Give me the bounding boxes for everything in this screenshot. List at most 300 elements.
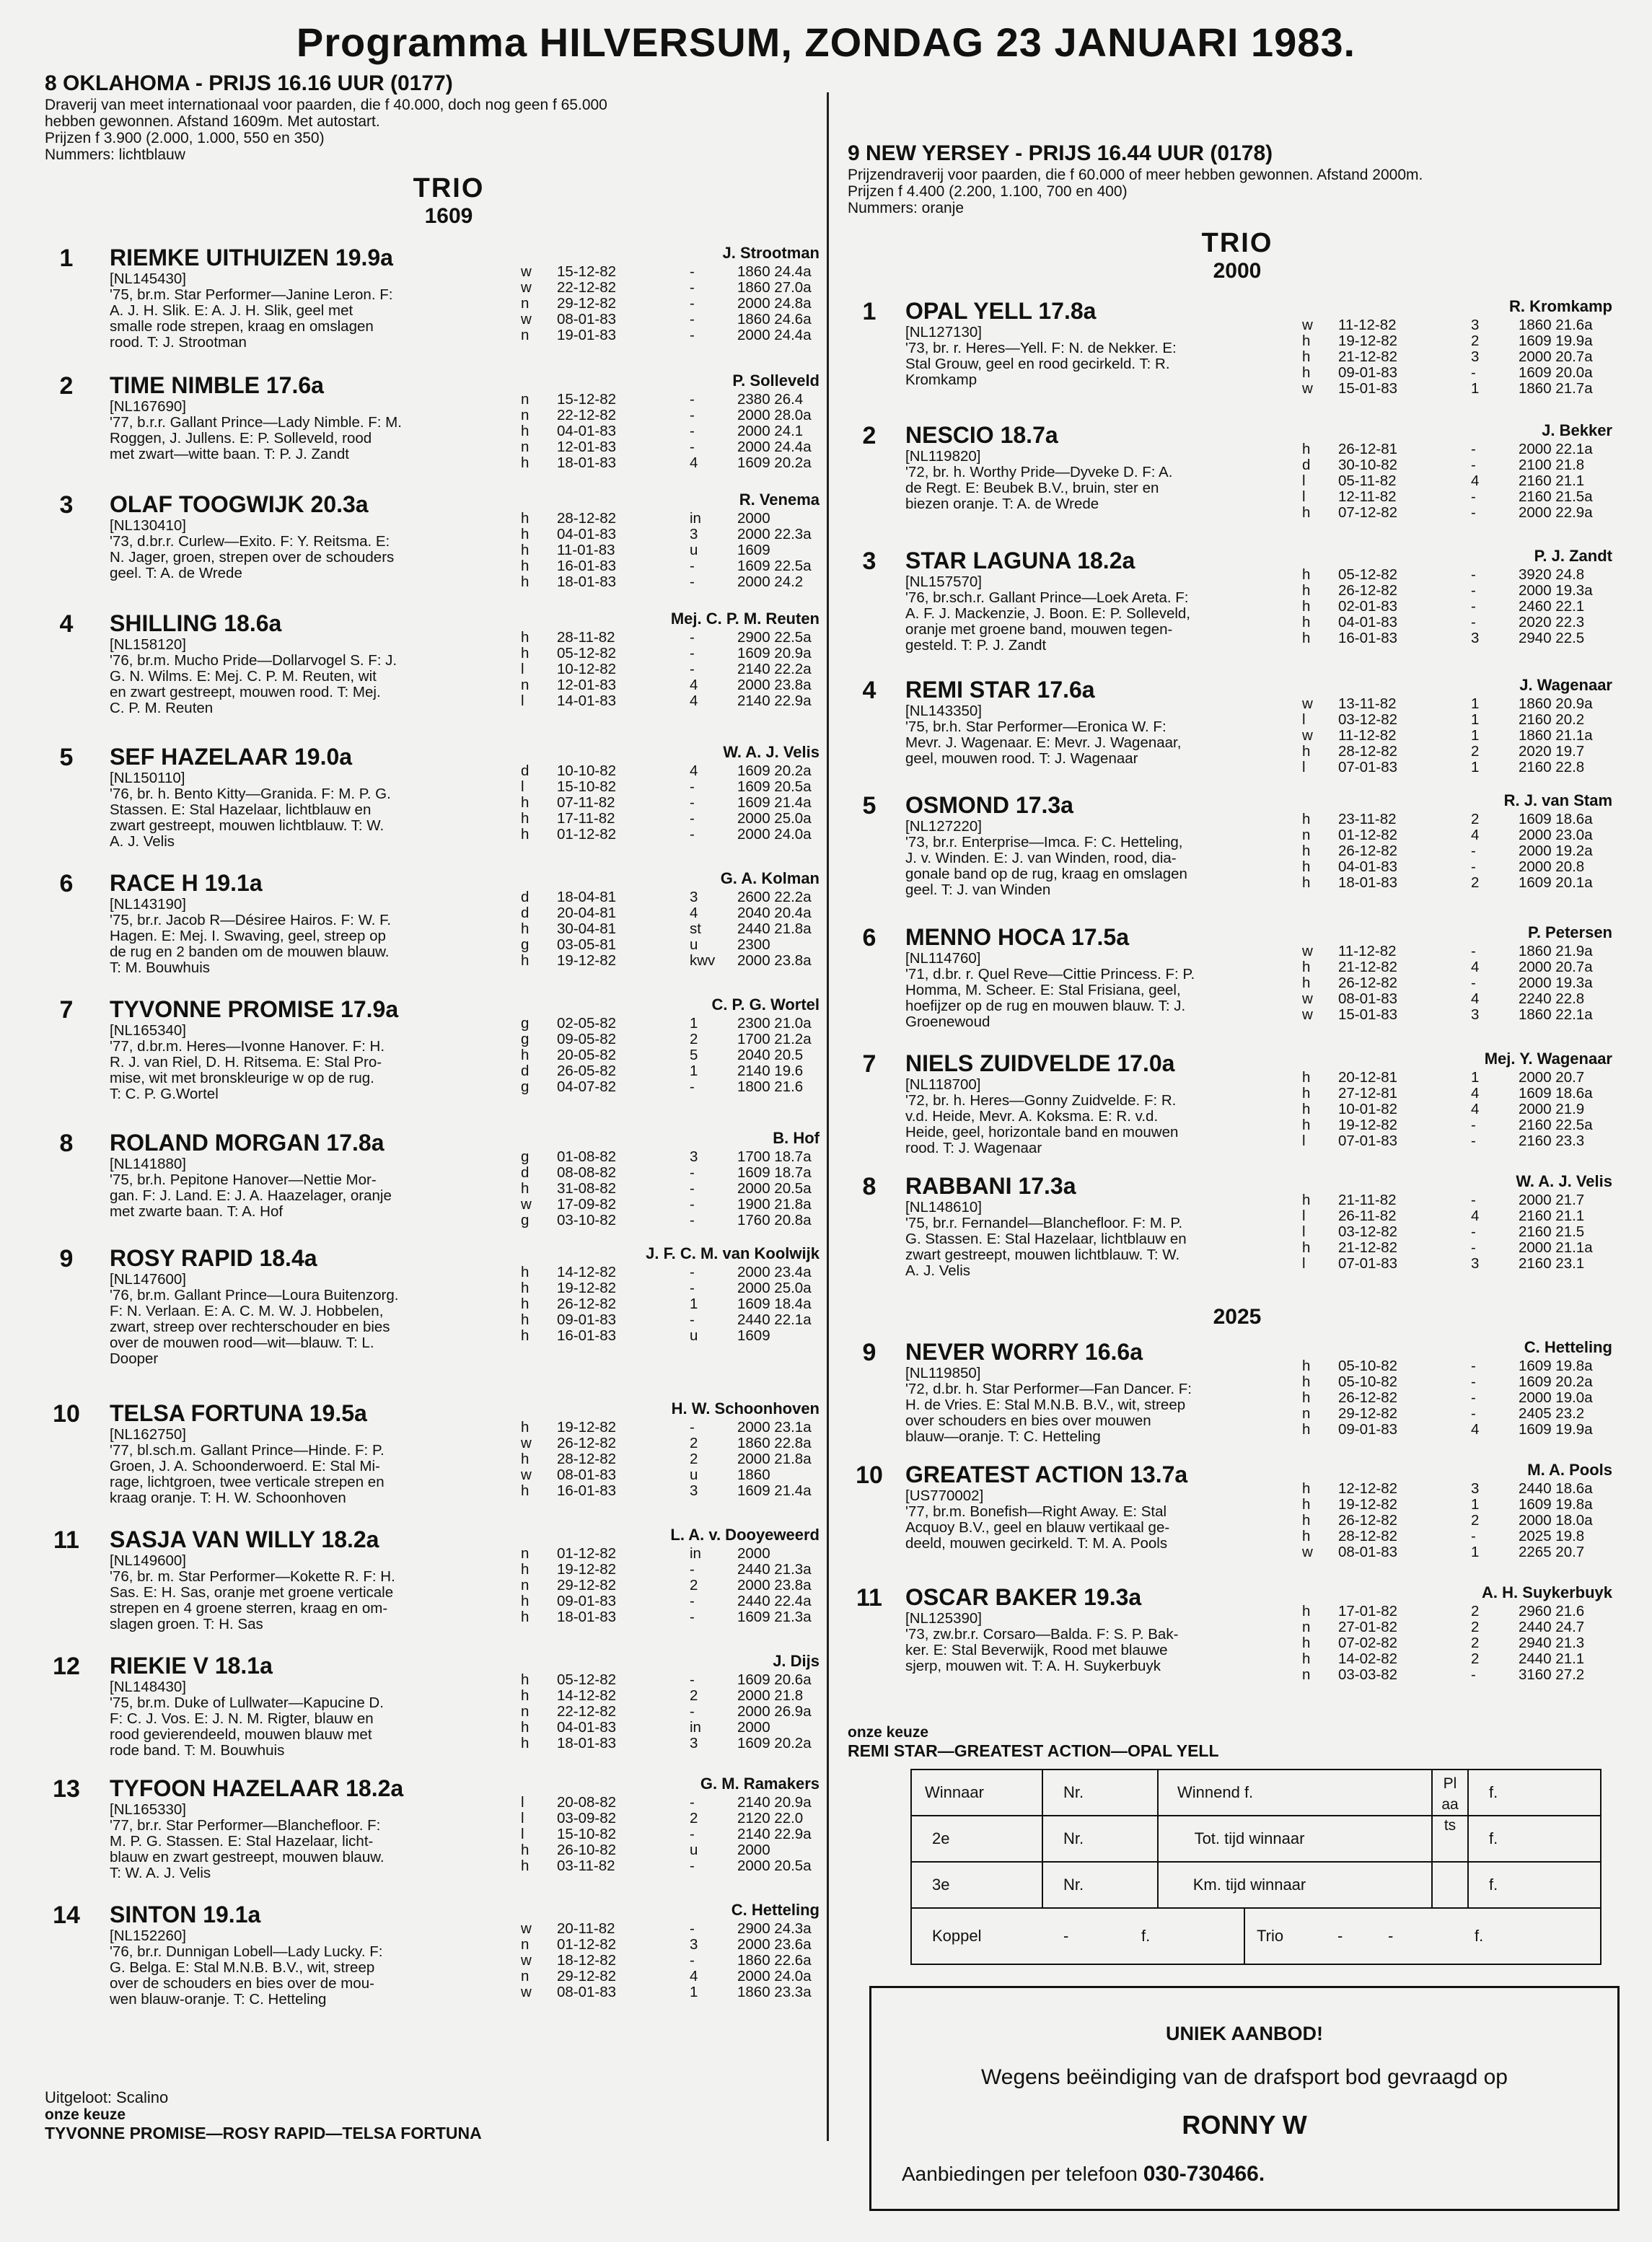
horse-detail-line: geel. T: A. de Wrede <box>110 565 242 581</box>
horse-trainer: C. Hetteling <box>1524 1338 1612 1356</box>
start-placing: - <box>1471 1528 1476 1544</box>
horse-info <box>905 923 1324 1030</box>
horse-trainer: J. Bekker <box>1542 421 1612 439</box>
race-title: 8 OKLAHOMA - PRIJS 16.16 UUR (0177) <box>45 71 453 95</box>
horse-detail-line: slagen groen. T: H. Sas <box>110 1616 263 1632</box>
start-placing: 3 <box>1471 1480 1480 1497</box>
track-code: w <box>521 279 532 296</box>
start-placing: - <box>690 439 695 455</box>
start-distance-time: 2000 24.0a <box>737 826 812 843</box>
horse-detail-line: G. N. Wilms. E: Mej. C. P. M. Reuten, wit <box>110 668 377 685</box>
start-row <box>1302 615 1612 630</box>
horse-detail-line: Hagen. E: Mej. I. Swaving, geel, streep op <box>110 928 386 944</box>
start-date: 05-12-82 <box>1338 566 1398 583</box>
start-row <box>521 630 820 646</box>
horse-number: 8 <box>862 1173 876 1200</box>
horse-name: SASJA VAN WILLY 18.2a <box>110 1526 379 1552</box>
start-distance-time: 1609 20.1a <box>1519 874 1593 891</box>
track-code: l <box>1302 759 1306 775</box>
result-label: Winnend f. <box>1177 1783 1254 1801</box>
start-distance-time: 2000 23.1a <box>737 1419 812 1436</box>
start-date: 20-11-82 <box>557 1920 615 1937</box>
horse-name: SINTON 19.1a <box>110 1902 261 1927</box>
horse-detail-line: [NL148430] <box>110 1679 187 1695</box>
start-placing: - <box>1471 843 1476 859</box>
race-description-line: Prijzen f 4.400 (2.200, 1.100, 700 en 400) <box>848 183 1128 200</box>
start-date: 26-10-82 <box>557 1842 617 1858</box>
horse-detail-line: '75, br.m. Duke of Lullwater—Kapucine D. <box>110 1694 384 1711</box>
track-code: h <box>1302 858 1311 875</box>
start-placing: 1 <box>690 1015 698 1032</box>
race-description-line: Draverij van meet internationaal voor paarden, die f 40.000, doch nog geen f 65.000 <box>45 97 607 113</box>
start-date: 29-12-82 <box>557 295 617 312</box>
race-description-line: Nummers: oranje <box>848 200 965 216</box>
start-date: 03-11-82 <box>557 1858 615 1874</box>
start-row <box>1302 827 1612 843</box>
horse-detail-line: '75, br.h. Star Performer—Eronica W. F: <box>905 718 1166 735</box>
start-placing: 2 <box>1471 743 1480 760</box>
track-code: h <box>1302 743 1311 760</box>
start-distance-time: 2960 21.6 <box>1519 1603 1585 1619</box>
past-starts <box>521 1921 820 2000</box>
start-placing: in <box>690 510 701 527</box>
start-placing: - <box>690 407 695 423</box>
start-placing: 3 <box>690 889 698 905</box>
past-starts <box>1302 441 1612 521</box>
start-placing: - <box>690 573 695 590</box>
track-code: h <box>1302 975 1311 991</box>
horse-detail-line: [NL130410] <box>110 517 187 534</box>
trio-label: TRIO <box>413 173 485 203</box>
horse-detail-line: Kromkamp <box>905 372 977 388</box>
track-code: h <box>521 1609 530 1625</box>
start-distance-time: 2300 21.0a <box>737 1015 812 1032</box>
track-code: h <box>521 526 530 542</box>
horse-info <box>110 1901 528 2008</box>
start-row <box>1302 1007 1612 1023</box>
horse-trainer: P. Petersen <box>1527 923 1612 941</box>
track-code: h <box>521 1687 530 1704</box>
start-row <box>1302 1086 1612 1102</box>
start-date: 03-10-82 <box>557 1212 617 1228</box>
horse-detail-line: [NL165330] <box>110 1801 187 1818</box>
start-row <box>521 1063 820 1079</box>
start-date: 19-12-82 <box>1338 333 1398 349</box>
start-placing: 1 <box>1471 1544 1480 1560</box>
start-distance-time: 1609 19.9a <box>1519 1421 1593 1438</box>
start-distance-time: 1700 21.2a <box>737 1031 812 1047</box>
horse-detail-line: [NL148610] <box>905 1199 983 1215</box>
start-date: 15-10-82 <box>557 1826 617 1842</box>
start-placing: 2 <box>690 1031 698 1047</box>
start-date: 12-11-82 <box>1338 488 1397 505</box>
start-row <box>1302 843 1612 859</box>
start-distance-time: 2405 23.2 <box>1519 1405 1585 1422</box>
race-distance: 2000 <box>1213 259 1262 283</box>
start-row <box>521 312 820 327</box>
start-distance-time: 2440 22.4a <box>737 1593 812 1609</box>
start-distance-time: 2240 22.8 <box>1519 990 1585 1007</box>
start-distance-time: 1609 21.4a <box>737 794 812 811</box>
start-date: 19-12-82 <box>557 1280 617 1296</box>
horse-trainer: G. A. Kolman <box>720 869 820 887</box>
start-date: 19-01-83 <box>557 327 617 343</box>
horse-info <box>905 1461 1324 1552</box>
start-distance-time: 2160 23.3 <box>1519 1133 1585 1149</box>
start-distance-time: 2000 26.9a <box>737 1703 812 1720</box>
past-starts <box>1302 1358 1612 1438</box>
start-row <box>521 1197 820 1213</box>
start-placing: - <box>690 1671 695 1688</box>
track-code: d <box>521 762 530 779</box>
start-date: 01-08-82 <box>557 1148 617 1165</box>
start-distance-time: 2000 18.0a <box>1519 1512 1593 1529</box>
start-placing: - <box>690 1920 695 1937</box>
past-starts <box>1302 1192 1612 1272</box>
horse-number: 11 <box>856 1584 882 1612</box>
result-label: 3e <box>932 1876 950 1894</box>
track-code: n <box>521 677 530 693</box>
track-code: l <box>521 1810 524 1826</box>
horse-number: 14 <box>53 1902 80 1929</box>
start-date: 02-05-82 <box>557 1015 617 1032</box>
start-placing: 3 <box>690 1482 698 1499</box>
track-code: l <box>1302 1223 1306 1240</box>
start-date: 09-01-83 <box>557 1311 617 1328</box>
start-placing: - <box>1471 582 1476 599</box>
start-placing: - <box>690 629 695 646</box>
track-code: h <box>521 1451 530 1467</box>
horse-detail-line: [NL147600] <box>110 1271 187 1288</box>
horse-detail-line: F: N. Verlaan. E: A. C. M. W. J. Hobbelen, <box>110 1303 384 1319</box>
start-row <box>1302 1358 1612 1374</box>
start-placing: - <box>690 327 695 343</box>
track-code: n <box>521 407 530 423</box>
horse-name: NEVER WORRY 16.6a <box>905 1339 1143 1365</box>
horse-detail-line: Mevr. J. Wagenaar. E: Mevr. J. Wagenaar, <box>905 734 1182 751</box>
start-date: 18-01-83 <box>557 1735 617 1751</box>
start-date: 26-12-82 <box>1338 1389 1398 1406</box>
start-row <box>521 1328 820 1344</box>
start-date: 02-01-83 <box>1338 598 1398 615</box>
horse-detail-line: strepen en 4 groene sterren, kraag en om- <box>110 1600 388 1617</box>
withdrawn-note: Uitgeloot: Scalino <box>45 2088 169 2106</box>
start-placing: - <box>690 1593 695 1609</box>
start-placing: - <box>690 794 695 811</box>
start-row <box>1302 1192 1612 1208</box>
start-date: 15-12-82 <box>557 391 617 408</box>
track-code: h <box>1302 614 1311 630</box>
start-row <box>521 1593 820 1609</box>
track-code: h <box>1302 1496 1311 1513</box>
start-row <box>1302 1133 1612 1149</box>
start-row <box>521 1296 820 1312</box>
horse-detail-line: Roggen, J. Jullens. E: P. Solleveld, rood <box>110 430 372 447</box>
start-distance-time: 2000 <box>737 510 770 527</box>
start-row <box>521 1953 820 1969</box>
start-placing: 4 <box>690 677 698 693</box>
start-distance-time: 1860 22.8a <box>737 1435 812 1451</box>
horse-name: TYFOON HAZELAAR 18.2a <box>110 1775 404 1801</box>
start-distance-time: 1860 21.9a <box>1519 943 1593 959</box>
start-row <box>1302 349 1612 365</box>
horse-detail-line: [NL165340] <box>110 1022 187 1039</box>
start-date: 03-03-82 <box>1338 1666 1398 1683</box>
start-date: 05-11-82 <box>1338 472 1397 489</box>
horse-name: OLAF TOOGWIJK 20.3a <box>110 491 369 517</box>
start-distance-time: 2940 22.5 <box>1519 630 1585 646</box>
horse-number: 4 <box>59 610 74 638</box>
start-date: 20-05-82 <box>557 1047 617 1063</box>
start-row <box>521 1562 820 1578</box>
track-code: h <box>521 810 530 827</box>
start-placing: - <box>690 558 695 574</box>
start-placing: 1 <box>1471 727 1480 744</box>
start-placing: - <box>690 1164 695 1181</box>
horse-name: MENNO HOCA 17.5a <box>905 924 1129 950</box>
horse-info <box>110 743 528 850</box>
track-code: n <box>1302 827 1311 843</box>
start-distance-time: 2380 26.4 <box>737 391 804 408</box>
horse-name: SEF HAZELAAR 19.0a <box>110 744 353 770</box>
start-placing: - <box>690 1952 695 1969</box>
horse-detail-line: [NL150110] <box>110 770 185 786</box>
start-placing: 1 <box>690 1296 698 1312</box>
start-row <box>521 937 820 953</box>
start-placing: 3 <box>690 1148 698 1165</box>
horse-detail-line: '76, br. m. Star Performer—Kokette R. F: H. <box>110 1568 395 1585</box>
horse-info <box>110 1526 528 1632</box>
start-distance-time: 2160 21.1 <box>1519 472 1585 489</box>
start-placing: 3 <box>690 1936 698 1953</box>
track-code: h <box>521 454 530 471</box>
track-code: h <box>521 1419 530 1436</box>
start-placing: 3 <box>1471 1006 1480 1023</box>
start-row <box>521 677 820 693</box>
start-placing: 1 <box>690 1063 698 1079</box>
horse-detail-line: mise, wit met bronskleurige w op de rug. <box>110 1070 374 1086</box>
start-date: 04-01-83 <box>557 526 617 542</box>
ad-text: Wegens beëindiging van de drafsport bod gevraagd op <box>981 2065 1508 2089</box>
track-code: h <box>521 1296 530 1312</box>
start-date: 05-10-82 <box>1338 1358 1398 1374</box>
horse-detail-line: [NL118700] <box>905 1076 981 1093</box>
past-starts <box>521 392 820 471</box>
horse-detail-line: zwart gestreept, mouwen lichtblauw. T: W. <box>110 817 385 834</box>
horse-trainer: R. Kromkamp <box>1508 297 1612 315</box>
start-placing: - <box>1471 1666 1476 1683</box>
past-starts <box>521 1149 820 1228</box>
start-date: 20-08-82 <box>557 1794 617 1811</box>
start-date: 22-12-82 <box>557 1703 617 1720</box>
start-distance-time: 1860 24.4a <box>737 263 812 280</box>
past-starts <box>1302 1604 1612 1683</box>
start-date: 26-11-82 <box>1338 1208 1397 1224</box>
start-distance-time: 2440 21.1 <box>1519 1650 1585 1667</box>
start-placing: 2 <box>1471 1619 1480 1635</box>
horse-number: 6 <box>59 870 74 897</box>
track-code: w <box>1302 727 1313 744</box>
start-date: 01-12-82 <box>557 1936 617 1953</box>
start-distance-time: 2140 22.2a <box>737 661 812 677</box>
horse-detail-line: Sas. E: H. Sas, oranje met groene verticale <box>110 1584 394 1601</box>
start-date: 18-01-83 <box>1338 874 1398 891</box>
track-code: h <box>1302 348 1311 365</box>
start-placing: - <box>1471 1373 1476 1390</box>
track-code: n <box>521 391 530 408</box>
horse-detail-line: wen blauw-oranje. T: C. Hetteling <box>110 1991 327 2008</box>
start-distance-time: 1609 20.2a <box>737 762 812 779</box>
start-date: 26-12-81 <box>1338 441 1398 457</box>
start-row <box>521 661 820 677</box>
start-distance-time: 1900 21.8a <box>737 1196 812 1213</box>
horse-trainer: H. W. Schoonhoven <box>671 1399 820 1417</box>
start-placing: 2 <box>1471 1603 1480 1619</box>
track-code: w <box>521 1920 532 1937</box>
horse-detail-line: '73, zw.br.r. Corsaro—Balda. F: S. P. Bak- <box>905 1626 1179 1643</box>
start-placing: 4 <box>1471 1101 1480 1117</box>
start-distance-time: 2000 19.3a <box>1519 582 1593 599</box>
ad-heading: UNIEK AANBOD! <box>1166 2023 1323 2044</box>
horse-info <box>110 869 528 976</box>
track-code: h <box>521 1671 530 1688</box>
past-starts <box>1302 567 1612 646</box>
ad-horse: RONNY W <box>1182 2110 1307 2140</box>
track-code: l <box>521 693 524 709</box>
start-distance-time: 2000 24.8a <box>737 295 812 312</box>
start-row <box>1302 812 1612 827</box>
start-distance-time: 2300 <box>737 936 770 953</box>
start-date: 18-04-81 <box>557 889 617 905</box>
start-date: 14-12-82 <box>557 1264 617 1280</box>
start-date: 11-12-82 <box>1338 317 1397 333</box>
start-date: 07-02-82 <box>1338 1635 1398 1651</box>
horse-detail-line: sjerp, mouwen wit. T: A. H. Suykerbuyk <box>905 1658 1161 1674</box>
past-starts <box>521 264 820 343</box>
result-label: Nr. <box>1063 1876 1084 1894</box>
our-choice-label: onze keuze <box>848 1724 929 1741</box>
start-row <box>521 1795 820 1811</box>
start-date: 08-01-83 <box>557 1984 617 2000</box>
start-date: 17-11-82 <box>557 810 615 827</box>
start-placing: - <box>690 1858 695 1874</box>
start-distance-time: 1609 19.8a <box>1519 1496 1593 1513</box>
past-starts <box>521 1546 820 1625</box>
start-date: 22-12-82 <box>557 407 617 423</box>
start-distance-time: 2000 25.0a <box>737 1280 812 1296</box>
horse-trainer: W. A. J. Velis <box>1516 1172 1612 1190</box>
start-row <box>1302 473 1612 489</box>
start-distance-time: 2000 23.8a <box>737 677 812 693</box>
track-code: l <box>521 1794 524 1811</box>
start-placing: - <box>1471 975 1476 991</box>
start-row <box>1302 599 1612 615</box>
track-code: h <box>1302 630 1311 646</box>
start-date: 21-12-82 <box>1338 959 1398 975</box>
past-starts <box>521 763 820 843</box>
start-distance-time: 2000 19.2a <box>1519 843 1593 859</box>
start-distance-time: 2140 19.6 <box>737 1063 804 1079</box>
horse-detail-line: blauw—oranje. T: C. Hetteling <box>905 1428 1101 1445</box>
horse-number: 4 <box>862 677 876 704</box>
start-distance-time: 2000 24.1 <box>737 423 804 439</box>
start-placing: - <box>690 810 695 827</box>
track-code: h <box>1302 811 1311 827</box>
start-placing: 4 <box>690 762 698 779</box>
horse-number: 11 <box>53 1526 79 1554</box>
start-distance-time: 1860 21.1a <box>1519 727 1593 744</box>
page-title: Programma HILVERSUM, ZONDAG 23 JANUARI 1983. <box>296 19 1356 65</box>
start-date: 16-01-83 <box>557 558 617 574</box>
start-row <box>521 1483 820 1499</box>
start-date: 21-11-82 <box>1338 1192 1397 1208</box>
start-date: 28-12-82 <box>1338 743 1398 760</box>
start-date: 27-01-82 <box>1338 1619 1398 1635</box>
start-row <box>521 1704 820 1720</box>
track-code: h <box>1302 333 1311 349</box>
track-code: h <box>521 1593 530 1609</box>
horse-trainer: J. Strootman <box>722 244 820 262</box>
start-placing: u <box>690 1327 698 1344</box>
start-row <box>521 1984 820 2000</box>
start-placing: 2 <box>690 1577 698 1593</box>
result-row-1 <box>912 1770 1600 1816</box>
start-distance-time: 2000 23.8a <box>737 1577 812 1593</box>
start-distance-time: 2000 20.7 <box>1519 1069 1585 1086</box>
start-placing: 3 <box>1471 630 1480 646</box>
horse-name: TYVONNE PROMISE 17.9a <box>110 996 399 1022</box>
start-placing: 2 <box>1471 1635 1480 1651</box>
horse-detail-line: '71, d.br. r. Quel Reve—Cittie Princess. F: P. <box>905 966 1195 982</box>
horse-info <box>905 547 1324 654</box>
track-code: h <box>1302 598 1311 615</box>
start-distance-time: 2040 20.5 <box>737 1047 804 1063</box>
start-row <box>521 455 820 471</box>
result-label: Winnaar <box>925 1783 984 1801</box>
race-header <box>45 71 820 163</box>
horse-detail-line: [NL162750] <box>110 1426 187 1443</box>
start-placing: 1 <box>690 1984 698 2000</box>
start-date: 22-12-82 <box>557 279 617 296</box>
horse-detail-line: deeld, mouwen gecirkeld. T: M. A. Pools <box>905 1535 1168 1552</box>
start-placing: - <box>1471 1117 1476 1133</box>
start-distance-time: 2000 23.6a <box>737 1936 812 1953</box>
horse-name: OSMOND 17.3a <box>905 792 1073 818</box>
start-row <box>521 1826 820 1842</box>
start-date: 04-01-83 <box>1338 614 1398 630</box>
horse-detail-line: '76, br.r. Dunnigan Lobell—Lady Lucky. F: <box>110 1943 383 1960</box>
start-placing: 1 <box>1471 711 1480 728</box>
start-date: 04-07-82 <box>557 1078 617 1095</box>
past-starts <box>521 511 820 590</box>
horse-detail-line: gonale band op de rug, kraag en omslagen <box>905 866 1187 882</box>
start-row <box>521 1047 820 1063</box>
track-code: d <box>521 905 530 921</box>
result-label: f. <box>1141 1927 1151 1945</box>
start-distance-time: 2000 19.3a <box>1519 975 1593 991</box>
column-divider <box>827 92 829 2141</box>
start-distance-time: 2460 22.1 <box>1519 598 1585 615</box>
horse-detail-line: '77, b.r.r. Gallant Prince—Lady Nimble. F: M. <box>110 414 402 431</box>
horse-detail-line: ker. E: Stal Beverwijk, Rood met blauwe <box>905 1642 1168 1658</box>
track-code: h <box>521 1327 530 1344</box>
start-placing: 2 <box>1471 1650 1480 1667</box>
start-row <box>1302 1224 1612 1240</box>
track-code: l <box>521 661 524 677</box>
horse-name: NESCIO 18.7a <box>905 422 1058 448</box>
horse-detail-line: zwart gestreept, mouwen lichtblauw. T: W. <box>905 1247 1180 1263</box>
start-row <box>1302 583 1612 599</box>
